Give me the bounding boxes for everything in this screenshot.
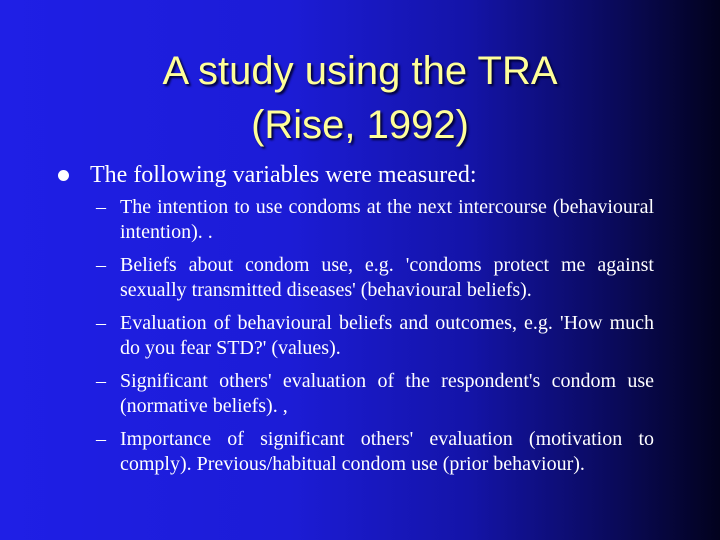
slide-title <box>60 44 660 152</box>
dash-icon: – <box>96 428 106 450</box>
sub-bullet-text: Evaluation of behavioural beliefs and outcomes, e.g. 'How much do you fear STD?' (values). <box>120 312 654 359</box>
sub-bullet-item <box>96 311 654 361</box>
sub-bullet-text: Importance of significant others' evaluation (motivation to comply). Previous/habitual condom use (prior behaviour). <box>120 428 654 475</box>
sub-bullet-item <box>96 195 654 245</box>
bullet-dot-icon <box>58 170 69 181</box>
main-bullet-text: The following variables were measured: <box>90 162 477 188</box>
dash-icon: – <box>96 254 106 276</box>
title-line-1: A study using the TRA <box>162 49 558 93</box>
dash-icon: – <box>96 196 106 218</box>
dash-icon: – <box>96 312 106 334</box>
dash-icon: – <box>96 370 106 392</box>
sub-bullet-text: The intention to use condoms at the next intercourse (behavioural intention). . <box>120 196 654 243</box>
sub-bullet-text: Significant others' evaluation of the respondent's condom use (normative beliefs). , <box>120 370 654 417</box>
title-line-2: (Rise, 1992) <box>251 103 469 147</box>
sub-bullet-item <box>96 369 654 419</box>
sub-bullet-item <box>96 253 654 303</box>
sub-bullet-list <box>96 195 654 485</box>
sub-bullet-text: Beliefs about condom use, e.g. 'condoms protect me against sexually transmitted diseases' (behavioural beliefs). <box>120 254 654 301</box>
sub-bullet-item <box>96 427 654 477</box>
